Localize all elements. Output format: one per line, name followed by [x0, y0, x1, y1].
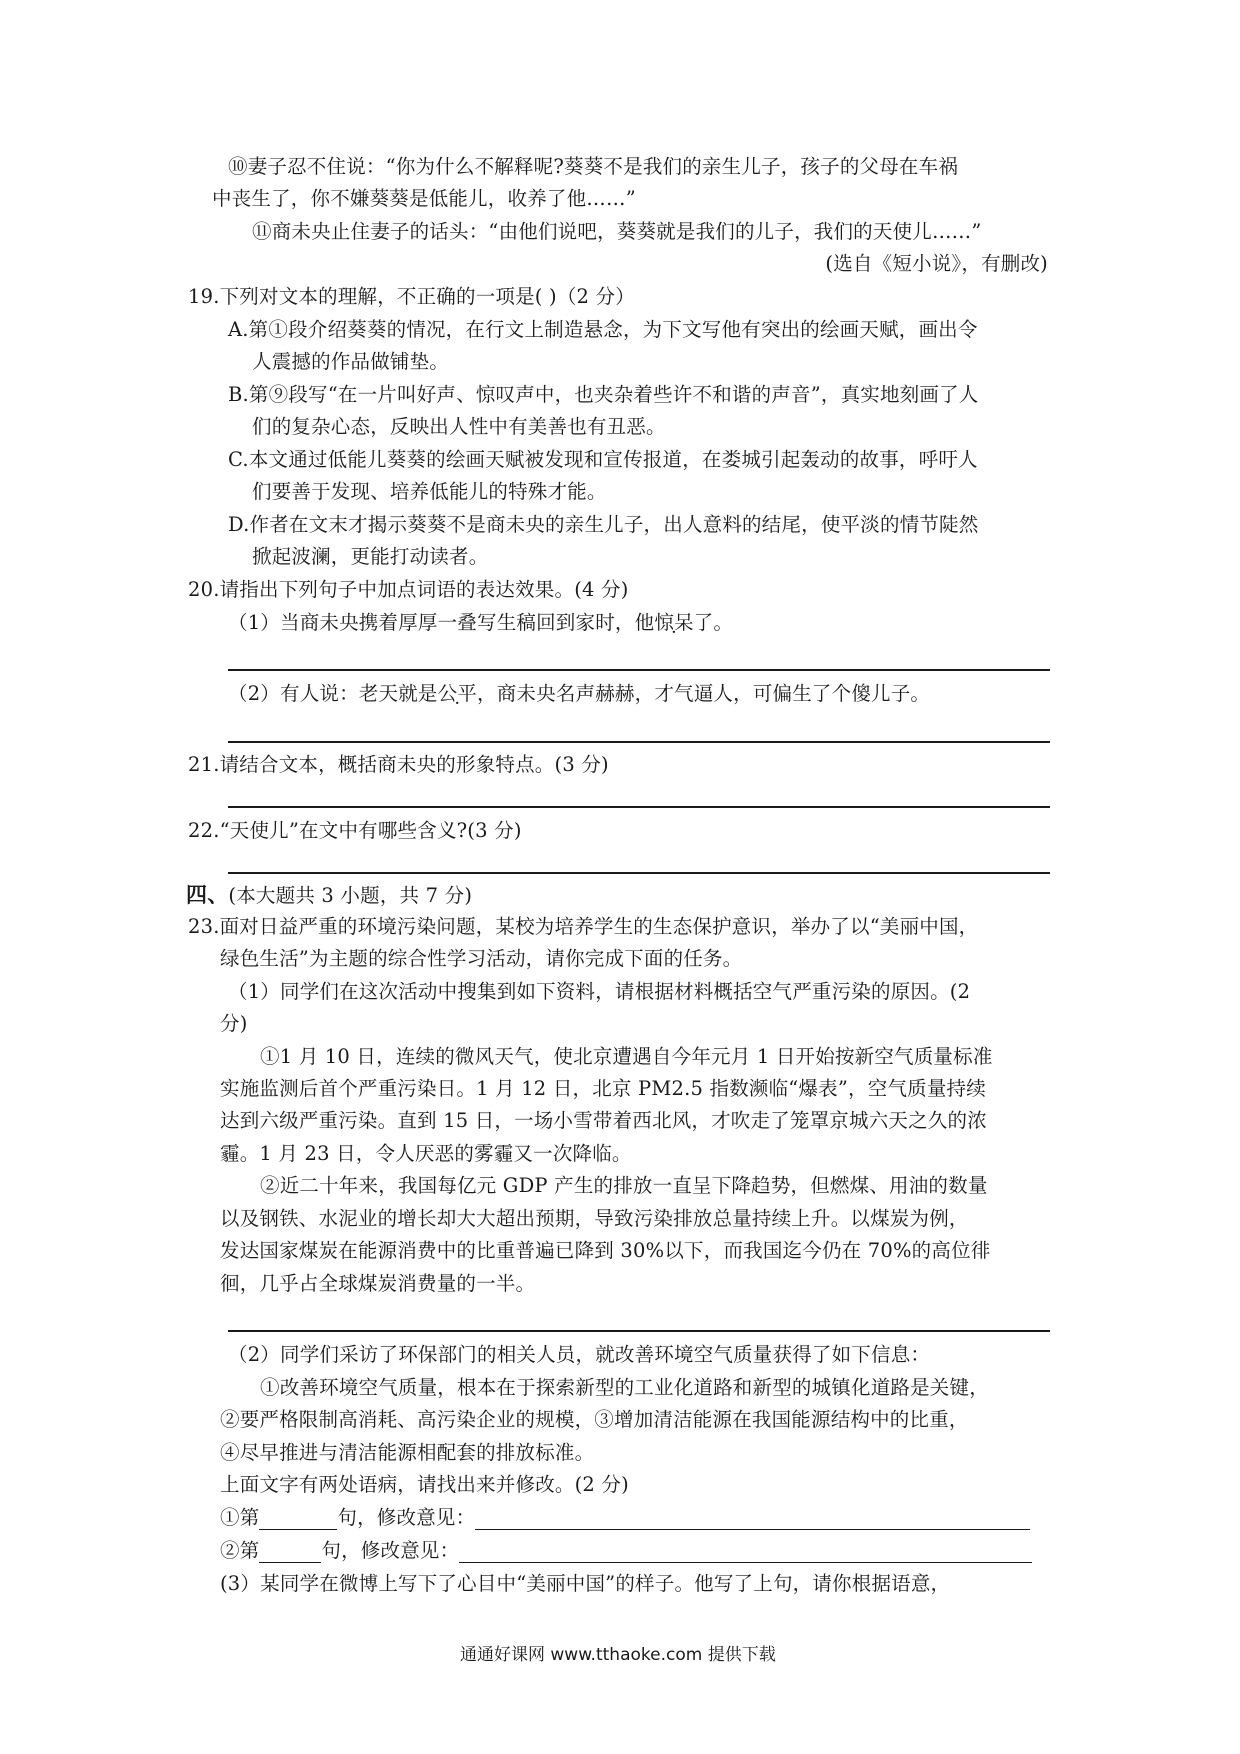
section4-heading [186, 882, 472, 909]
material1-line2: 实施监测后首个严重污染日。1 月 12 日，北京 PM2.5 指数濒临“爆表”，空气质量持续 [220, 1077, 986, 1100]
q20-s2-text-after: ，商未央名声赫赫，才气逼人，可偏生了个傻儿子。 [477, 682, 931, 705]
q19-option-c-line2: 们要善于发现、培养低能儿的特殊才能。 [252, 480, 607, 503]
material2-line4: 徊，几乎占全球煤炭消费量的一半。 [220, 1272, 536, 1295]
q23-task1-line2: 分) [220, 1012, 248, 1035]
material2-line3: 发达国家煤炭在能源消费中的比重普遍已降到 30%以下，而我国迄今仍在 70%的高位徘 [220, 1239, 991, 1262]
q20-answer-line-2[interactable] [228, 741, 1050, 743]
q20-s1-text-before: （1）当商未央携着厚厚一叠写生稿回到家时，他 [228, 611, 655, 634]
story-p11: ⑪商未央止住妻子的话头：“由他们说吧，葵葵就是我们的儿子，我们的天使儿……” [252, 220, 982, 243]
fix2-label: 句，修改意见： [321, 1539, 460, 1562]
fix1-prefix: ①第 [220, 1506, 260, 1529]
q23-task2-sentence2: ②要严格限制高消耗、高污染企业的规模，③增加清洁能源在我国能源结构中的比重， [220, 1408, 969, 1431]
q20-s1-dotted-word: 惊呆 [654, 611, 694, 634]
q19-option-a-line2: 人震撼的作品做铺垫。 [252, 350, 450, 373]
material1-line1: ①1 月 10 日，连续的微风天气，使北京遭遇自今年元月 1 日开始按新空气质量标准 [260, 1045, 993, 1068]
q19-option-b-line1: B.第⑨段写“在一片叫好声、惊叹声中，也夹杂着些许不和谐的声音”，真实地刻画了人 [228, 383, 979, 406]
q19-option-d-line2: 掀起波澜，更能打动读者。 [252, 545, 489, 568]
q23-task2-sentence3: ④尽早推进与清洁能源相配套的排放标准。 [220, 1441, 595, 1464]
fix2-row [220, 1538, 1032, 1564]
fix2-suggestion-blank[interactable] [459, 1540, 1032, 1563]
q20-s1-text-after: 了。 [693, 611, 734, 634]
q23-task2-intro: （2）同学们采访了环保部门的相关人员，就改善环境空气质量获得了如下信息： [228, 1343, 931, 1366]
material1-line3: 达到六级严重污染。直到 15 日，一场小雪带着西北风，才吹走了笼罩京城六天之久的浓 [220, 1109, 987, 1132]
q22-answer-line[interactable] [228, 872, 1050, 874]
q20-sentence1 [228, 610, 733, 636]
material2-line2: 以及钢铁、水泥业的增长却大大超出预期，导致污染排放总量持续上升。以煤炭为例， [220, 1207, 969, 1230]
q19-option-d-line1: D.作者在文末才揭示葵葵不是商未央的亲生儿子，出人意料的结尾，使平淡的情节陡然 [228, 513, 979, 536]
q23-line1: 23.面对日益严重的环境污染问题，某校为培养学生的生态保护意识，举办了以“美丽中国， [188, 915, 979, 938]
q23-task2-ask: 上面文字有两处语病，请找出来并修改。(2 分) [220, 1473, 629, 1496]
q23-task2-sentence1: ①改善环境空气质量，根本在于探索新型的工业化道路和新型的城镇化道路是关键， [260, 1376, 989, 1399]
q20-answer-line-1[interactable] [228, 669, 1050, 671]
q19-option-a-line1: A.第①段介绍葵葵的情况，在行文上制造悬念，为下文写他有突出的绘画天赋，画出令 [228, 318, 978, 341]
q23-task1-line1: （1）同学们在这次活动中搜集到如下资料，请根据材料概括空气严重污染的原因。(2 [228, 980, 971, 1003]
fix1-row [220, 1505, 1030, 1531]
story-source: (选自《短小说》，有删改) [825, 252, 1048, 275]
story-p10-line1: ⑩妻子忍不住说：“你为什么不解释呢?葵葵不是我们的亲生儿子，孩子的父母在车祸 [228, 155, 959, 178]
q23-task3-line1: (3）某同学在微博上写下了心目中“美丽中国”的样子。他写了上句，请你根据语意， [220, 1572, 951, 1595]
q20-s2-dotted-word: 公平 [437, 682, 478, 705]
page-footer: 通通好课网 www.tthaoke.com 提供下载 [460, 1645, 776, 1665]
material1-line4: 霾。1 月 23 日，令人厌恶的雾霾又一次降临。 [220, 1142, 632, 1165]
q21-stem: 21.请结合文本，概括商未央的形象特点。(3 分) [188, 753, 609, 776]
q21-answer-line[interactable] [228, 806, 1050, 808]
story-p10-line2: 中丧生了，你不嫌葵葵是低能儿，收养了他……” [212, 187, 636, 210]
fix1-label: 句，修改意见： [337, 1506, 476, 1529]
fix1-suggestion-blank[interactable] [475, 1507, 1030, 1530]
q19-option-c-line1: C.本文通过低能儿葵葵的绘画天赋被发现和宣传报道，在娄城引起轰动的故事，呼吁人 [228, 448, 978, 471]
q20-stem: 20.请指出下列句子中加点词语的表达效果。(4 分) [188, 578, 629, 601]
section4-title: 四、 [186, 882, 229, 907]
fix2-sentence-blank[interactable] [259, 1540, 321, 1563]
q19-stem: 19.下列对文本的理解，不正确的一项是( )（2 分） [188, 285, 635, 308]
fix1-sentence-blank[interactable] [259, 1507, 337, 1530]
q22-stem: 22.“天使儿”在文中有哪些含义?(3 分) [188, 819, 522, 842]
fix2-prefix: ②第 [220, 1539, 260, 1562]
q23-task1-answer-line[interactable] [228, 1330, 1050, 1332]
section4-subtitle: (本大题共 3 小题，共 7 分) [228, 884, 473, 907]
q23-line2: 绿色生活”为主题的综合性学习活动，请你完成下面的任务。 [220, 947, 743, 970]
q20-sentence2 [228, 681, 930, 707]
material2-line1: ②近二十年来，我国每亿元 GDP 产生的排放一直呈下降趋势，但燃煤、用油的数量 [260, 1174, 988, 1197]
q19-option-b-line2: 们的复杂心态，反映出人性中有美善也有丑恶。 [252, 415, 666, 438]
q20-s2-text-before: （2）有人说：老天就是 [228, 682, 438, 705]
